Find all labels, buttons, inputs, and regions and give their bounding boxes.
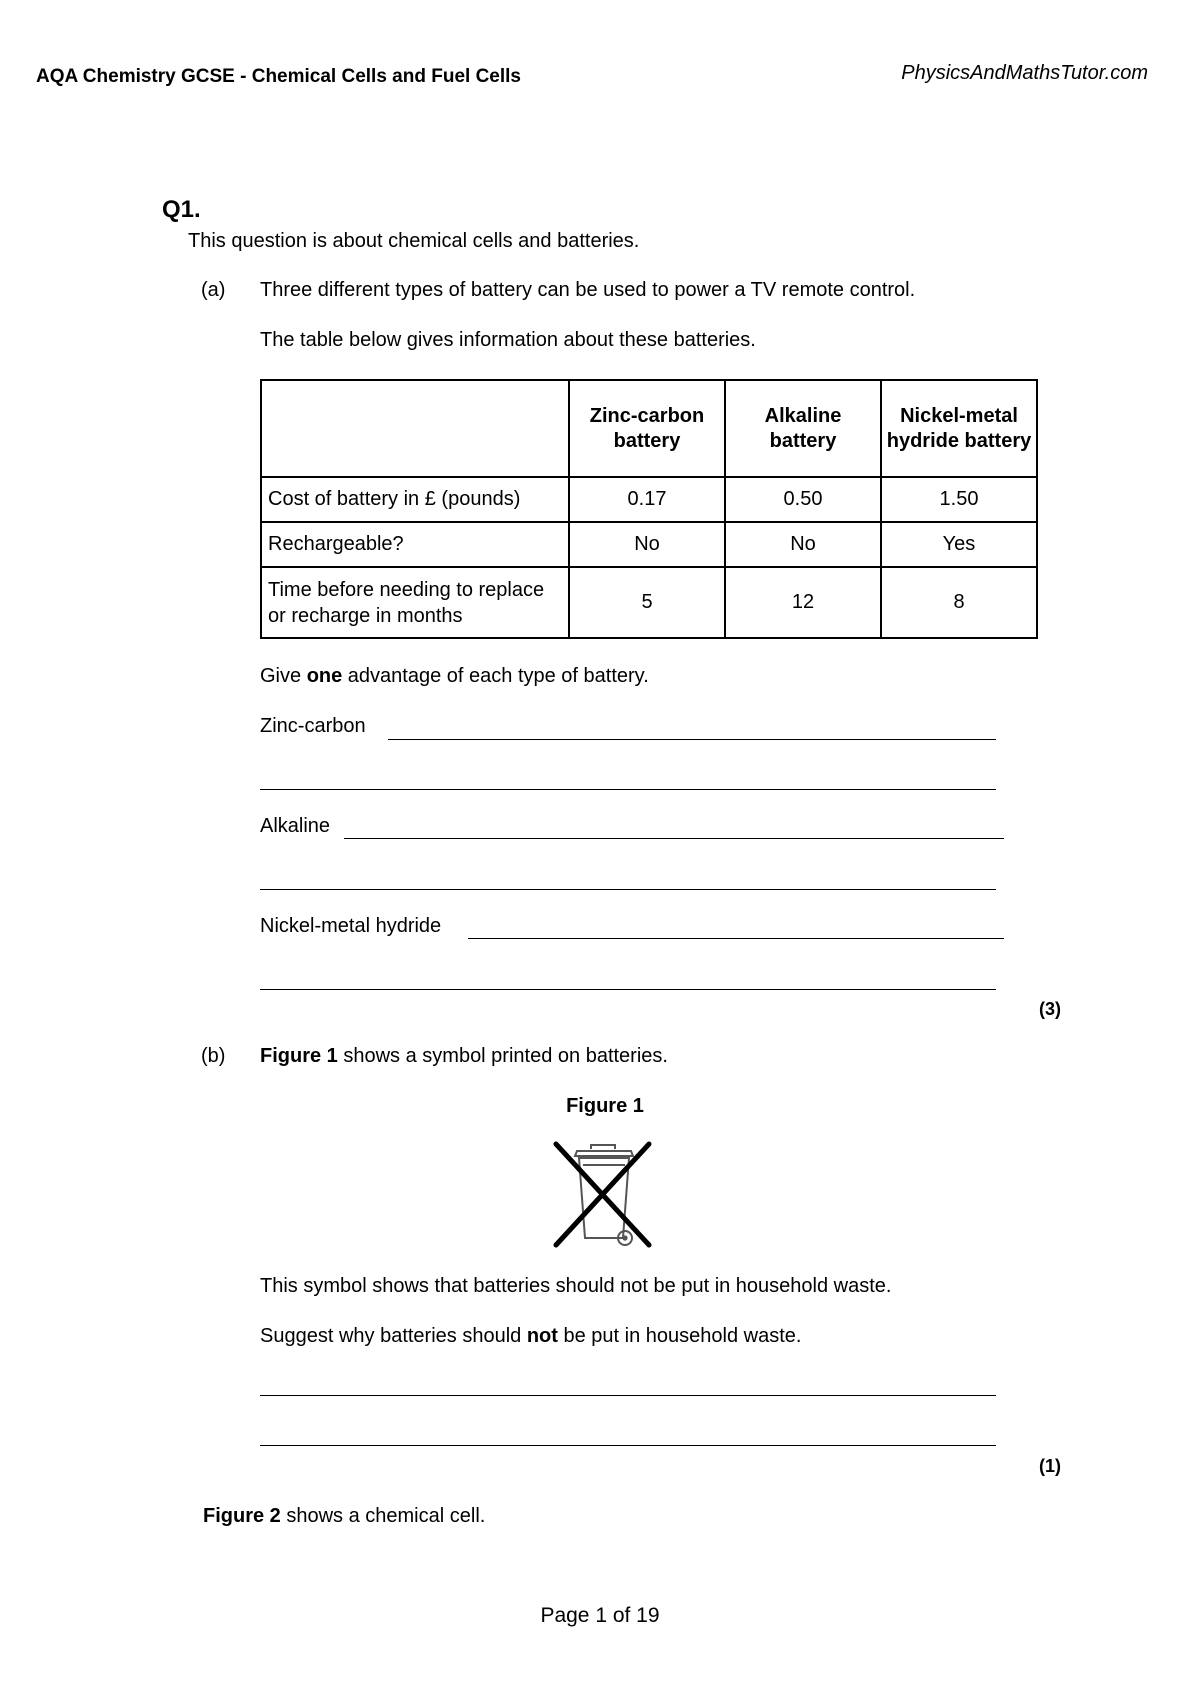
instruction-emphasis: one	[306, 665, 343, 687]
part-a-instruction	[260, 665, 649, 688]
answer-label-zinc-carbon: Zinc-carbon	[260, 715, 366, 737]
answer-line-zinc-carbon-2[interactable]	[260, 789, 996, 790]
table-row	[261, 567, 1037, 638]
table-header-nickel-metal-hydride: Nickel-metal hydride battery	[881, 380, 1037, 477]
table-row-label: Time before needing to replace or recharge in months	[261, 567, 569, 638]
part-b-marks: (1)	[1039, 1456, 1061, 1476]
table-cell: 0.50	[725, 477, 881, 522]
table-cell: 5	[569, 567, 725, 638]
part-b-question	[260, 1325, 801, 1348]
table-cell: Yes	[881, 522, 1037, 567]
table-cell: 1.50	[881, 477, 1037, 522]
instruction-text: advantage of each type of battery.	[342, 665, 649, 687]
table-row-label: Cost of battery in £ (pounds)	[261, 477, 569, 522]
part-b-question-emphasis: not	[526, 1325, 558, 1347]
part-a-line2: The table below gives information about these batteries.	[260, 329, 756, 351]
table-row	[261, 522, 1037, 567]
figure-2-intro	[203, 1505, 485, 1528]
answer-line-nickel-metal-hydride-2[interactable]	[260, 989, 996, 990]
part-b-statement: This symbol shows that batteries should not be put in household waste.	[260, 1275, 892, 1297]
answer-line-part-b-1[interactable]	[260, 1395, 996, 1396]
part-a-marks: (3)	[1039, 999, 1061, 1019]
table-cell: 8	[881, 567, 1037, 638]
part-b-intro-text: shows a symbol printed on batteries.	[337, 1045, 668, 1067]
table-cell: No	[569, 522, 725, 567]
site-watermark: PhysicsAndMathsTutor.com	[901, 62, 1148, 84]
page-number: Page 1 of 19	[540, 1604, 660, 1627]
table-header-zinc-carbon: Zinc-carbon battery	[569, 380, 725, 477]
battery-table	[260, 379, 1038, 639]
part-b-intro	[260, 1045, 668, 1068]
figure-1-title: Figure 1	[566, 1095, 644, 1117]
answer-line-alkaline[interactable]	[344, 838, 1004, 839]
document-header-title: AQA Chemistry GCSE - Chemical Cells and Fuel Cells	[36, 66, 521, 87]
figure-1-reference: Figure 1	[260, 1045, 338, 1067]
part-a-line1: Three different types of battery can be used to power a TV remote control.	[260, 279, 916, 301]
table-cell: 0.17	[569, 477, 725, 522]
part-b-label: (b)	[201, 1045, 226, 1067]
answer-line-zinc-carbon[interactable]	[388, 739, 996, 740]
answer-line-nickel-metal-hydride[interactable]	[468, 938, 1004, 939]
table-header-alkaline: Alkaline battery	[725, 380, 881, 477]
table-header-cell-empty	[261, 380, 569, 477]
bin-handle	[591, 1145, 615, 1149]
answer-line-part-b-2[interactable]	[260, 1445, 996, 1446]
table-header-row	[261, 380, 1037, 477]
figure-2-intro-text: shows a chemical cell.	[280, 1505, 486, 1527]
answer-label-alkaline: Alkaline	[260, 815, 331, 837]
bin-lid	[575, 1151, 633, 1156]
part-a-label: (a)	[201, 279, 226, 301]
answer-label-nickel-metal-hydride: Nickel-metal hydride	[260, 915, 442, 937]
instruction-text: Give	[260, 665, 307, 687]
table-row	[261, 477, 1037, 522]
table-row-label: Rechargeable?	[261, 522, 569, 567]
table-cell: 12	[725, 567, 881, 638]
answer-line-alkaline-2[interactable]	[260, 889, 996, 890]
part-b-question-text: be put in household waste.	[557, 1325, 802, 1347]
table-cell: No	[725, 522, 881, 567]
figure-2-reference: Figure 2	[203, 1505, 281, 1527]
crossed-out-wheelie-bin-icon	[553, 1141, 655, 1249]
question-intro: This question is about chemical cells and batteries.	[188, 230, 640, 252]
part-b-question-text: Suggest why batteries should	[260, 1325, 527, 1347]
question-number: Q1.	[162, 196, 201, 223]
